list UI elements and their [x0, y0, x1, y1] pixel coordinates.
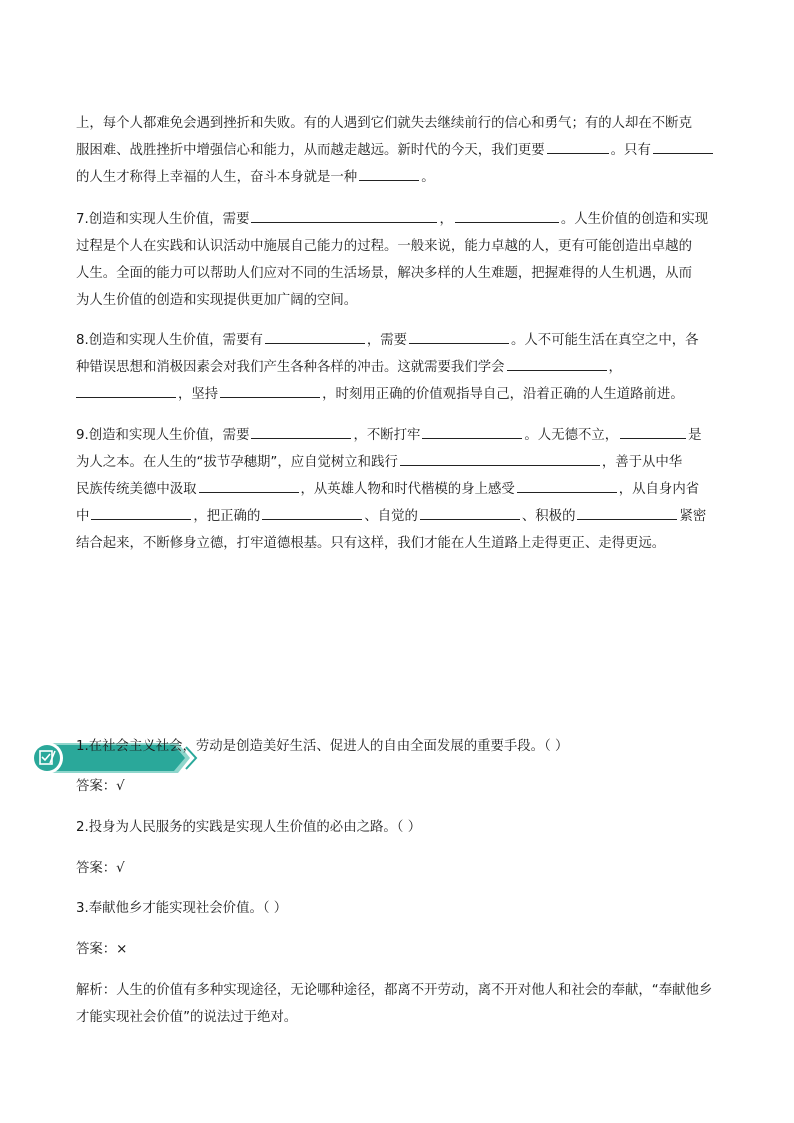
text-segment: 。人无德不立，	[524, 428, 619, 443]
text-segment: 的人生才称得上幸福的人生，奋斗本身就是一种	[76, 170, 358, 185]
text-segment: ，不断打牢	[353, 428, 421, 443]
text-segment: 、自觉的	[364, 509, 418, 524]
fill-blank[interactable]	[455, 208, 559, 223]
text-segment: 、积极的	[521, 509, 576, 524]
text-line: 为人生价值的创造和实现提供更加广阔的空间。	[76, 293, 358, 308]
fill-blank[interactable]	[507, 356, 607, 371]
answer-3: 答案：×	[76, 942, 128, 957]
paragraph-7	[76, 206, 718, 314]
question-3: 3.奉献他乡才能实现社会价值。（ ）	[76, 901, 288, 916]
fill-blank[interactable]	[517, 478, 617, 493]
explanation-3-line-1: 解析：人生的价值有多种实现途径，无论哪种途径，都离不开劳动，离不开对他人和社会的奉献，“奉献他乡	[76, 983, 713, 998]
fill-blank[interactable]	[265, 329, 365, 344]
fill-blank[interactable]	[220, 383, 320, 398]
explanation-3-line-2: 才能实现社会价值”的说法过于绝对。	[76, 1010, 298, 1025]
text-segment: ，从英雄人物和时代楷模的身上感受	[300, 482, 515, 497]
text-segment: ，从自身内省	[618, 482, 700, 497]
answer-2: 答案：√	[76, 861, 125, 876]
text-segment: ，坚持	[178, 387, 219, 402]
text-segment: 8.创造和实现人生价值，需要有	[76, 333, 263, 348]
text-line: 过程是个人在实践和认识活动中施展自己能力的过程。一般来说，能力卓越的人，更有可能创造出卓越的	[76, 239, 692, 254]
paragraph-9	[76, 422, 718, 557]
fill-blank[interactable]	[620, 424, 686, 439]
text-segment: 。	[421, 170, 435, 185]
text-segment: ，	[608, 360, 622, 375]
fill-blank[interactable]	[251, 424, 351, 439]
text-segment: 是	[688, 428, 702, 443]
fill-blank[interactable]	[400, 451, 600, 466]
question-1: 1.在社会主义社会，劳动是创造美好生活、促进人的自由全面发展的重要手段。（ ）	[76, 739, 569, 754]
text-segment: 紧密	[679, 509, 707, 524]
question-2: 2.投身为人民服务的实践是实现人生价值的必由之路。（ ）	[76, 820, 422, 835]
text-line: 上，每个人都难免会遇到挫折和失败。有的人遇到它们就失去继续前行的信心和勇气；有的人却在不断克	[76, 116, 692, 131]
text-segment: 。人不可能生活在真空之中，各	[511, 333, 699, 348]
fill-blank[interactable]	[577, 505, 677, 520]
text-segment: 9.创造和实现人生价值，需要	[76, 428, 250, 443]
fill-blank[interactable]	[409, 329, 509, 344]
text-line: 人生。全面的能力可以帮助人们应对不同的生活场景，解决多样的人生难题，把握难得的人生机遇，从而	[76, 266, 692, 281]
text-segment: ，时刻用正确的价值观指导自己，沿着正确的人生道路前进。	[322, 387, 684, 402]
text-line: 结合起来，不断修身立德，打牢道德根基。只有这样，我们才能在人生道路上走得更正、走得更远。	[76, 536, 666, 551]
text-segment: ，需要	[366, 333, 408, 348]
fill-blank[interactable]	[251, 208, 437, 223]
fill-blank[interactable]	[547, 139, 609, 154]
text-segment: 。人生价值的创造和实现	[560, 212, 709, 227]
text-segment: 为人之本。在人生的“拔节孕穗期”，应自觉树立和践行	[76, 455, 398, 470]
answer-1: 答案：√	[76, 779, 125, 794]
text-segment: 民族传统美德中汲取	[76, 482, 197, 497]
fill-blank[interactable]	[91, 505, 191, 520]
text-segment: ，把正确的	[193, 509, 261, 524]
text-segment: ，善于从中华	[601, 455, 683, 470]
paragraph-8	[76, 327, 718, 408]
text-segment: 服困难、战胜挫折中增强信心和能力，从而越走越远。新时代的今天，我们更要	[76, 143, 545, 158]
fill-blank[interactable]	[199, 478, 299, 493]
fill-blank[interactable]	[420, 505, 520, 520]
text-segment: 。只有	[610, 143, 651, 158]
fill-blank[interactable]	[262, 505, 362, 520]
fill-blank[interactable]	[422, 424, 522, 439]
fill-blank[interactable]	[76, 383, 176, 398]
text-segment: ，	[439, 212, 453, 227]
text-segment: 中	[76, 509, 90, 524]
fill-blank[interactable]	[359, 166, 419, 181]
text-segment: 种错误思想和消极因素会对我们产生各种各样的冲击。这就需要我们学会	[76, 360, 505, 375]
paragraph-6	[76, 110, 718, 191]
text-segment: 7.创造和实现人生价值，需要	[76, 212, 250, 227]
fill-blank[interactable]	[653, 139, 713, 154]
